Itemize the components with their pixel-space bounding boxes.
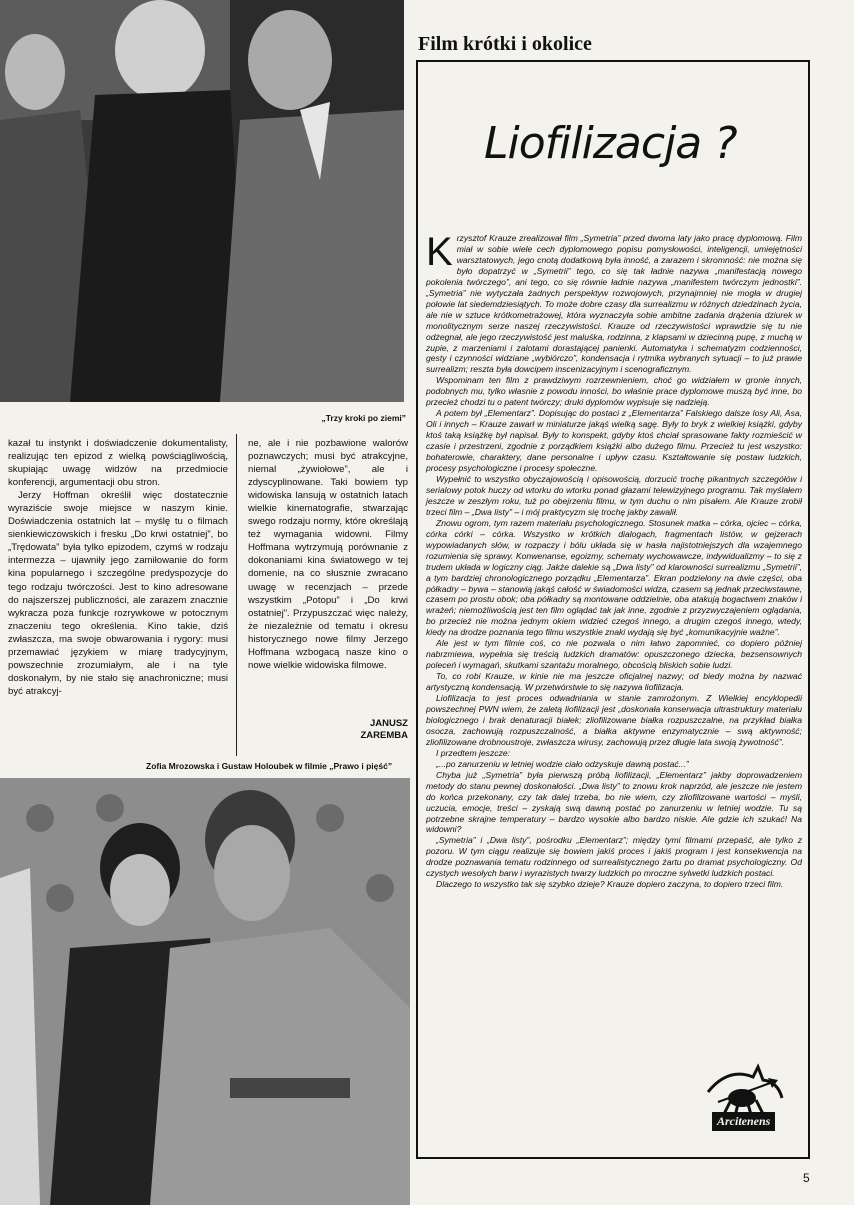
- article-paragraph-text: rzysztof Krauze zrealizował film „Symetria” przed dwoma laty jako pracę dyplomową. Film miał w sobie wiele cech dyplomowego popisu pomysłowości, inteligencji, umiejętności warsztatowych, jego cnotą dodatkową była inność, a zarazem i skromność: nie można się było dopatrzyć w „Symetrii” tego, co się tak ładnie nazywa „manifestacją nowego pokolenia twórczego”, ani tego, co się równie ładnie nazywa „manifestem twórczym jednostki”. „Symetria” nie wytyczała żadnych perspektyw rozwojowych, przynajmniej nie mogła w drugiej połowie lat siedemdziesiątych. To może dobre czasy dla surrealizmu w różnych dziedzinach życia, ale nie w sztuce krótkometrażowej, która wyznaczyła sobie ambitne zadania drążenia dziurek w monolitycznym serze naszej rzeczywistości. Krauze od rzeczywistości wprawdzie się tu nie odżegnał, ale jego rzeczywistość jest maluśka, rodzinna, z klapsami w dziecinną pupę, z muchą w zupie, z marzeniami i zalotami dorastającej panienki. Automatyka i schematyzm codzienności, gesty i czynności widziane „wybiórczo”, kondensacja i rytmika wybranych sytuacji – to już prawie surrealizm; reszta była dowcipem inscenizacyjnym i scenograficznym.: [426, 233, 802, 375]
- article-body: [426, 230, 802, 890]
- article-paragraph: Wypełnić to wszystko obyczajowością i opisowością, dorzucić trochę pikantnych szczegółów i serialowy potok huczy od wtorku do wtorku ponad głazami telewizyjnego programu. Tak myślałem jeszcze w zeszłym roku, tuż po obejrzeniu filmu, w tym duchu o nim pisałem. Ale Krauze zrobił trzeci film – „Dwa listy” – i mój praktycyzm się trochę jakby zawalił.: [426, 473, 802, 517]
- drop-cap: K: [426, 230, 453, 274]
- left-column-paragraph: Jerzy Hoffman określił więc dostatecznie wyraziście swoje miejsce w naszym kinie. Doświadczenia ostatnich lat – myślę tu o filmach sienkiewiczowskich i fresku „Do krwi ostatniej”, bo „Trędowata” była tylko epizodem, czymś w rodzaju intermezza – ujawniły jego zamiłowanie do form kina popularnego i szczególne predyspozycje do tego rodzaju twórczości. Jest to kino adresowane do najszerszej publiczności, ale zarazem znacznie wykracza poza funkcje rozrywkowe w potocznym znaczeniu tego określenia. Kino takie, dziś zwłaszcza, ma swoje obwarowania i rygory: musi przemawiać językiem w miarę tradycyjnym, powszechnie zrozumiałym, ale i na tyle doskonałym, by nie stało się anachroniczne; musi być atrakcyj-: [8, 490, 228, 697]
- column-divider: [236, 434, 237, 756]
- left-column: [8, 437, 228, 698]
- photo-prawo-i-piesc: [0, 778, 410, 1205]
- author-signature: JANUSZ ZAREMBA: [360, 718, 408, 741]
- photo-trzy-kroki-po-ziemi: [0, 0, 404, 402]
- photo-caption-top: „Trzy kroki po ziemi”: [321, 413, 406, 423]
- article-paragraph: Chyba już „Symetria” była pierwszą próbą liofilizacji, „Elementarz” jakby doprowadzeniem metody do stanu pewnej doskonałości. „Dwa listy” to znowu krok naprzód, ale jeszcze nie jestem do końca przekonany, czy tak dalej trzeba, bo nie wiem, czy zliofilizowane wartości – myśli, uczucia, emocje, treści – zyskają swą dawną postać po zanurzeniu w letniej wodzie. Tu są potrzebne skrajne temperatury – bardzo wysokie albo bardzo niskie. Ale gdzie ich szukać! Na widowni?: [426, 769, 802, 835]
- left-column-paragraph: kazał tu instynkt i doświadczenie dokumentalisty, realizując ten epizod z wielką powściągliwością, skupiając uwagę widzów na przedmiocie konferencji, argumentacji obu stron.: [8, 438, 228, 489]
- logo-text: Arcitenens: [712, 1112, 775, 1131]
- article-paragraph: Ale jest w tym filmie coś, co nie pozwala o nim łatwo zapomnieć, co dopiero później nabrzmiewa, wypełnia się treścią ludzkich dramatów: opuszczonego dziecka, bezsensownych poleceń i wymagań, skutkami szantażu moralnego, obcością bliskich sobie ludzi.: [426, 638, 802, 671]
- article-paragraph: To, co robi Krauze, w kinie nie ma jeszcze oficjalnej nazwy; od biedy można by nazwać artystyczną kondensacją. W przetwórstwie to się nazywa liofilizacja.: [426, 671, 802, 693]
- section-title: Film krótki i okolice: [418, 33, 592, 55]
- photo-caption-bottom: Zofia Mrozowska i Gustaw Holoubek w filmie „Prawo i pięść”: [146, 761, 393, 771]
- article-paragraph: Wspominam ten film z prawdziwym rozrzewnieniem, choć go widziałem w gronie innych, podobnych mu, tylko własnie z powodu inności, bo właśnie prace dyplomowe muszą być inne, bo przecież chodzi tu o patent twórczy; druki dyplomów wypisuje się nadzieją.: [426, 375, 802, 408]
- page-number: 5: [803, 1171, 810, 1185]
- article-paragraph: „...po zanurzeniu w letniej wodzie ciało odzyskuje dawną postać...”: [436, 758, 689, 769]
- article-paragraph: Znowu ogrom, tym razem materiału psychologicznego. Stosunek matka – córka, ojciec – córka, córka córki – córka. Wszystko w krótkich dialogach, fragmentach listów, w gejzerach wypowiadanych słów, w rozpaczy i bólu układa się w hasła najistotniejszych dla wzajemnego rozumienia się sprawy. Konwenanse, egoizmy, schematy wychowawcze, indywidualizmy – to się z trudem układa w logiczny ciąg. Jakże dalekie są „Dwa listy” od klarowności surrealizmu „Symetrii”, a tym bardziej chronologicznego porządku „Elementarza”. Ekran podzielony na dwie części, oba półkadry – bywa – stanowią jakąś całość w świadomości widza, czasem są jednak przeciwstawne, czasem po prostu obok; oba półkadry są montowane oddzielnie, oba atakują bogactwem znaków i wrażeń; niemożliwością jest ten film oglądać tak jak inne, zgodnie z przyzwyczajeniem oglądania, bo przecież nie można jednym okiem widzieć czegoś innego, a drugim czegoś innego, wtedy, kiedy na drodze poznania tego filmu wszystkie znaki wydają się być „komunikacyjnie ważne”.: [426, 517, 802, 638]
- middle-column: [248, 437, 408, 672]
- article-headline: Liofilizacja ?: [484, 118, 737, 169]
- article-paragraph: „Symetria” i „Dwa listy”, pośrodku „Elementarz”; między tymi filmami przepaść, ale tylko z pozoru. W tym ciągu realizuje się bowiem jakiś proces i jakiś program i jest konsekwencja na drodze poznawania tematu rodzinnego od surrealistycznego żartu po dramat psychologiczny. Od czystych wesołych barw i wyrazistych twarzy ludzkich po mroczne sylwetki ludzkich postaci.: [426, 835, 802, 879]
- article-paragraph: A potem był „Elementarz”. Dopisując do postaci z „Elementarza” Falskiego dalsze losy Ali, Asa, Oli i innych – Krauze zawarł w miniaturze jakąś wielką sagę. Były to bryk z wielkiej książki, gdyby ktoś taką książkę był napisał. Były to konspekt, gdyby ktoś chciał sprasowane fakty rozmieścić w czasie i przestrzeni, zgodnie z porządkiem książki albo dużego filmu. Przecież tu jest wszystko: bohaterowie, charaktery, dane personalne i upływ czasu. Kształtowanie się postaw ludzkich, procesy psychologiczne i procesy społeczne.: [426, 408, 802, 474]
- article-paragraph: I przedtem jeszcze:: [436, 747, 511, 758]
- article-paragraph: [426, 230, 802, 375]
- middle-column-paragraph: ne, ale i nie pozbawione walorów poznawczych; musi być atrakcyjne, niemal „żywiołowe”, ale i zdyscyplinowane. Taki bowiem typ widowiska lansują w ostatnich latach wielkie kinematografie, stwarzając swego rodzaju normy, które określają też wymagania widowni. Filmy Hoffmana wytrzymują porównanie z dokonaniami kina światowego w tej domenie, na co słusznie zwracano uwagę w recenzjach – przede wszystkim „Potopu” i „Do krwi ostatniej”. Przypuszczać więc należy, że niezależnie od tematu i okresu historycznego nowe filmy Jerzego Hoffmana wzbogacą nasze kino o nowe wielkie widowiska filmowe.: [248, 438, 408, 671]
- article-paragraph: Liofilizacja to jest proces odwadniania w stanie zamrożonym. Z Wielkiej encyklopedii powszechnej PWN wiem, że zaletą liofilizacji jest „doskonała konserwacja ultrastruktury materiału biologicznego i brak denaturacji białek; zliofilizowane białka rozpuszczalne, na przykład białka osocza, zachowują rozpuszczalność, a białka aktywne enzymatycznie – swą aktywność; zliofilizowane drobnoustroje, zwłaszcza wirusy, zachowują przez długie lata swoją żywotność”.: [426, 693, 802, 747]
- article-paragraph: Dlaczego to wszystko tak się szybko dzieje? Krauze dopiero zaczyna, to dopiero trzeci film.: [436, 879, 784, 890]
